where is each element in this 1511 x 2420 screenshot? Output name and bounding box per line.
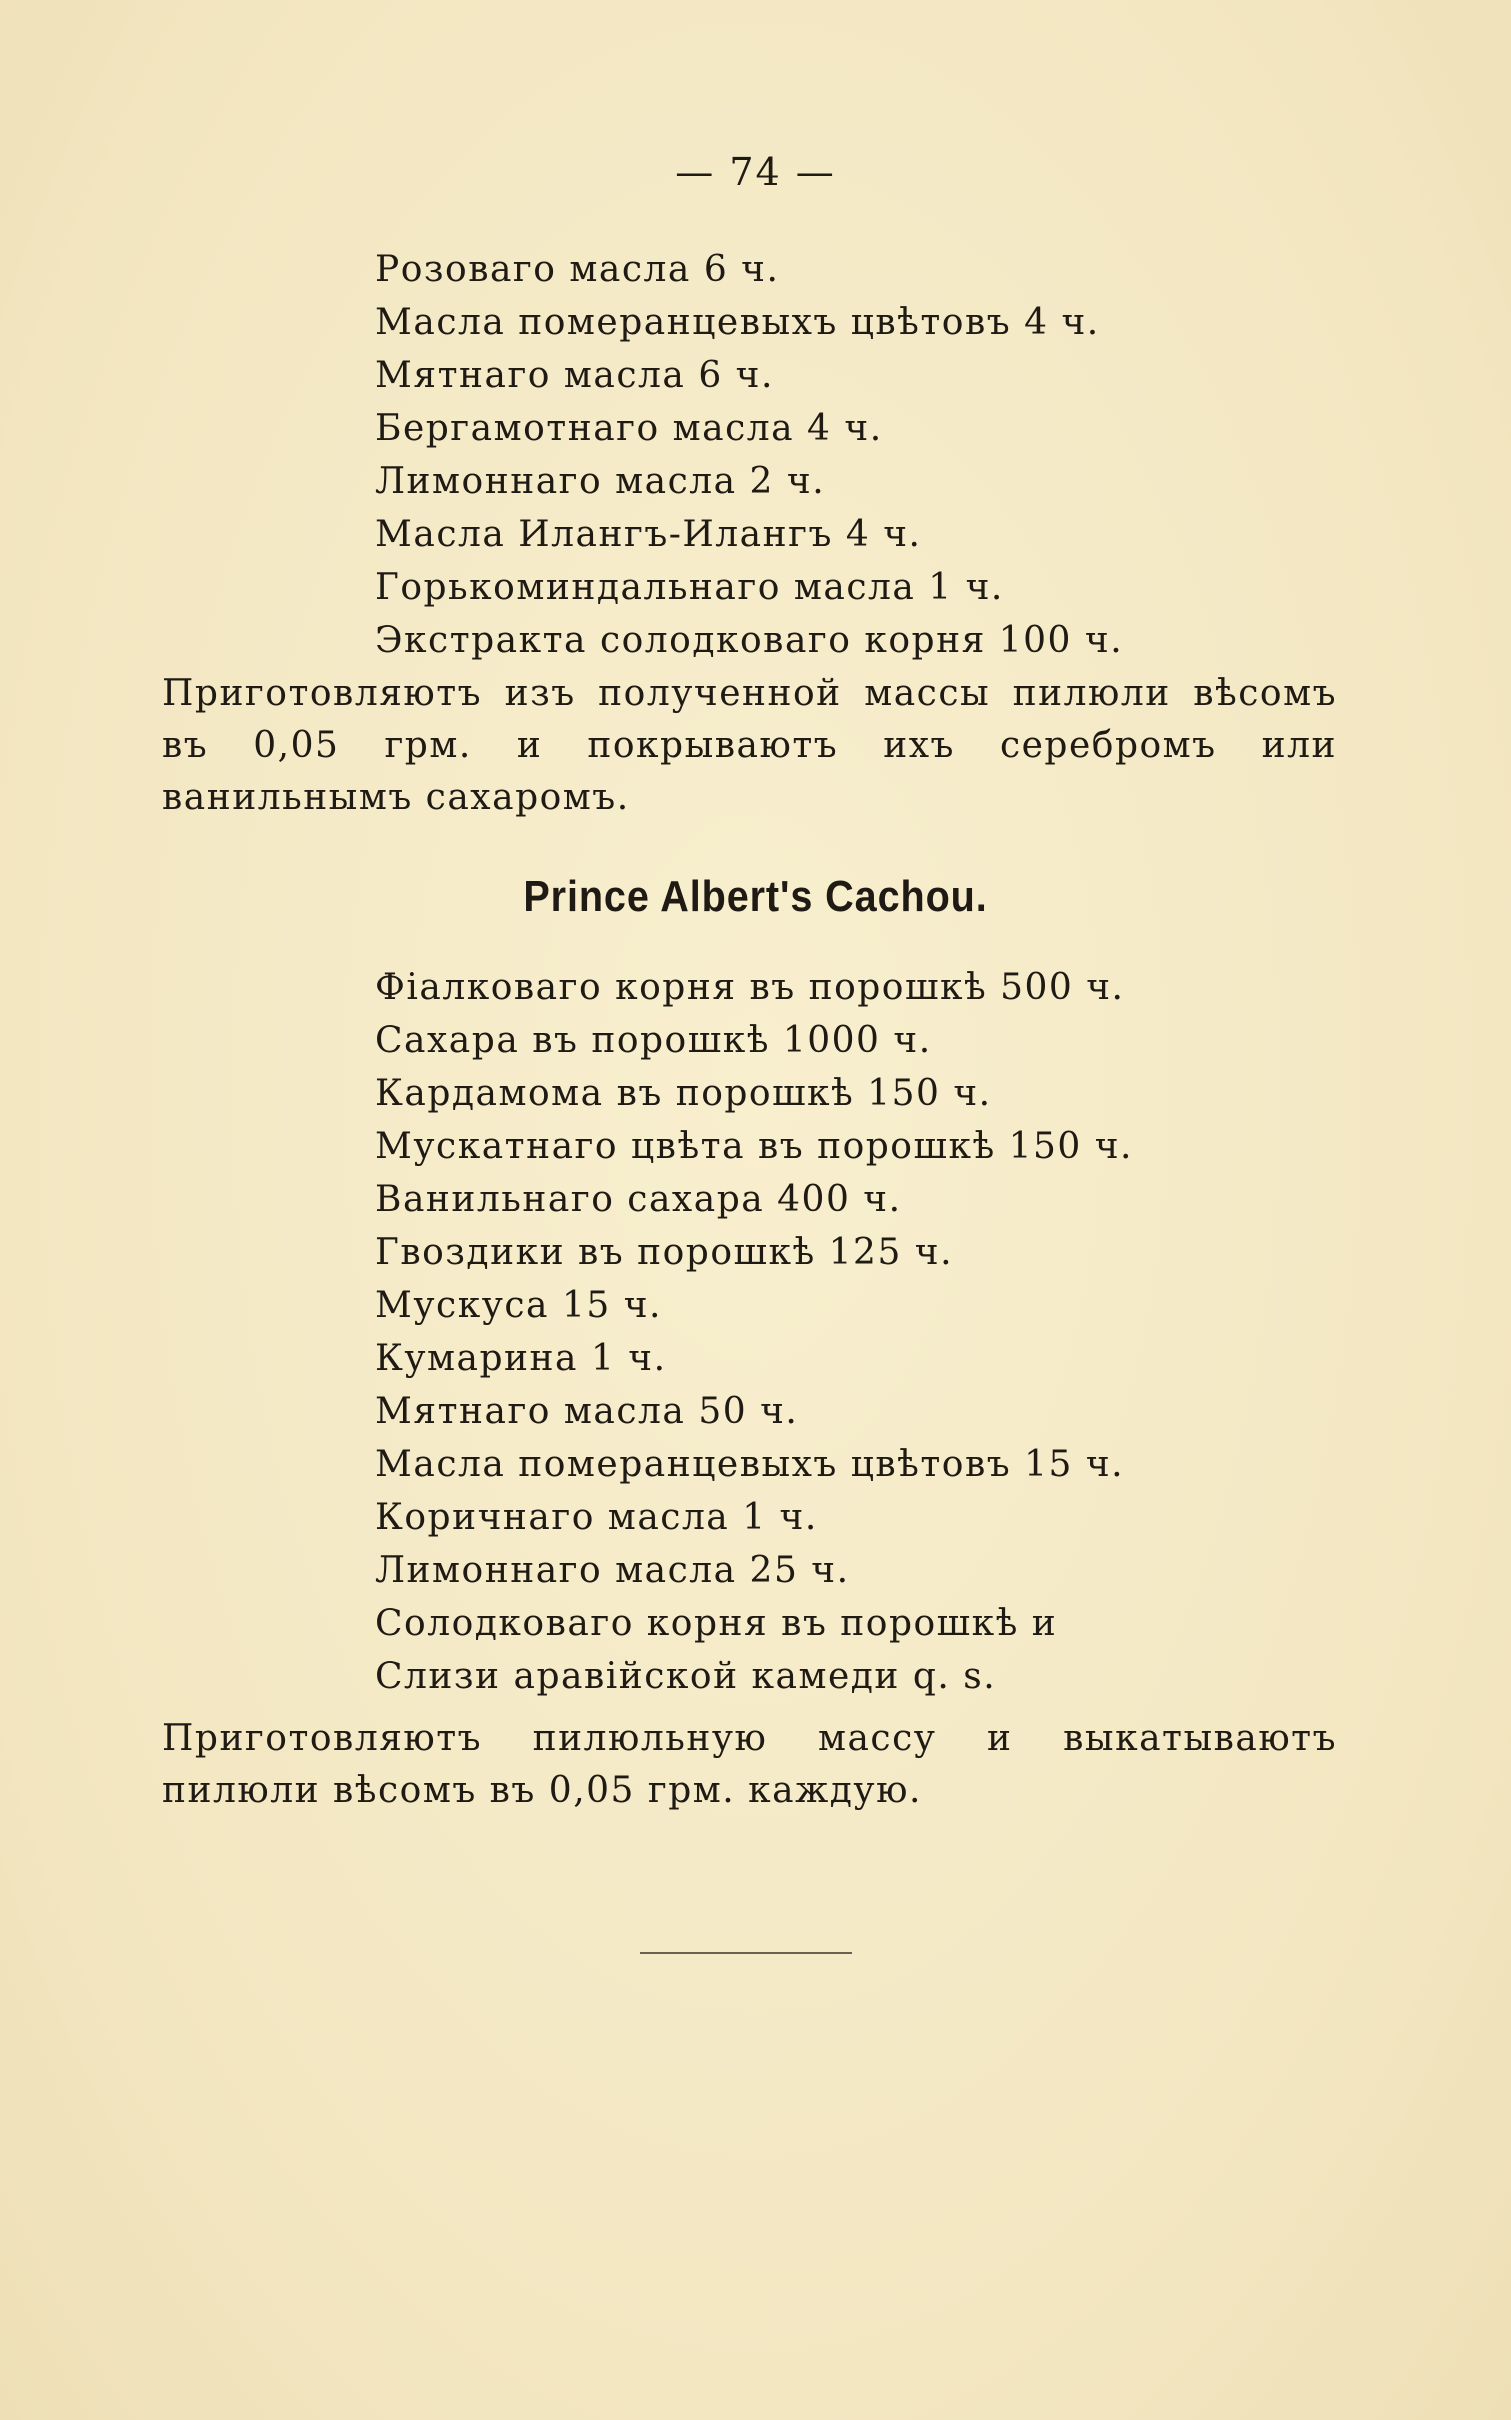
ingredient-list-1 xyxy=(375,243,1123,667)
section-end-rule xyxy=(640,1952,852,1954)
ingredient-line: Лимоннаго масла 25 ч. xyxy=(375,1550,850,1591)
ingredient-line: Кардамома въ порошкѣ 150 ч. xyxy=(375,1073,992,1114)
ingredient-line: Розоваго масла 6 ч. xyxy=(375,249,780,290)
ingredient-line: Кумарина 1 ч. xyxy=(375,1338,667,1379)
ingredient-line: Гвоздики въ порошкѣ 125 ч. xyxy=(375,1232,954,1273)
ingredient-line: Фіалковаго корня въ порошкѣ 500 ч. xyxy=(375,967,1125,1008)
ingredient-line: Мускатнаго цвѣта въ порошкѣ 150 ч. xyxy=(375,1126,1133,1167)
recipe-instructions-2: Приготовляютъ пилюльную массу и выкатываютъ пилюли вѣсомъ въ 0,05 грм. каждую. xyxy=(162,1718,1337,1811)
ingredient-list-2 xyxy=(375,961,1133,1703)
ingredient-line: Мятнаго масла 6 ч. xyxy=(375,355,774,396)
ingredient-line: Лимоннаго масла 2 ч. xyxy=(375,461,826,502)
ingredient-line: Ванильнаго сахара 400 ч. xyxy=(375,1179,902,1220)
page-number: — 74 — xyxy=(675,150,836,194)
ingredient-line: Мятнаго масла 50 ч. xyxy=(375,1391,799,1432)
ingredient-line: Горькоминдальнаго масла 1 ч. xyxy=(375,567,1004,608)
ingredient-line: Слизи аравійской камеди q. s. xyxy=(375,1656,997,1697)
ingredient-line: Масла померанцевыхъ цвѣтовъ 4 ч. xyxy=(375,302,1100,343)
ingredient-line: Масла померанцевыхъ цвѣтовъ 15 ч. xyxy=(375,1444,1125,1485)
ingredient-line: Мускуса 15 ч. xyxy=(375,1285,662,1326)
section-title: Prince Albert's Cachou. xyxy=(523,872,988,921)
ingredient-line: Сахара въ порошкѣ 1000 ч. xyxy=(375,1020,932,1061)
ingredient-line: Бергамотнаго масла 4 ч. xyxy=(375,408,883,449)
ingredient-line: Масла Илангъ-Илангъ 4 ч. xyxy=(375,514,922,555)
ingredient-line: Экстракта солодковаго корня 100 ч. xyxy=(375,620,1124,661)
recipe-instructions-1: Приготовляютъ изъ полученной массы пилюли вѣсомъ въ 0,05 грм. и покрываютъ ихъ серебромъ или ванильнымъ сахаромъ. xyxy=(162,673,1337,818)
ingredient-line: Коричнаго масла 1 ч. xyxy=(375,1497,818,1538)
ingredient-line: Солодковаго корня въ порошкѣ и xyxy=(375,1603,1058,1644)
